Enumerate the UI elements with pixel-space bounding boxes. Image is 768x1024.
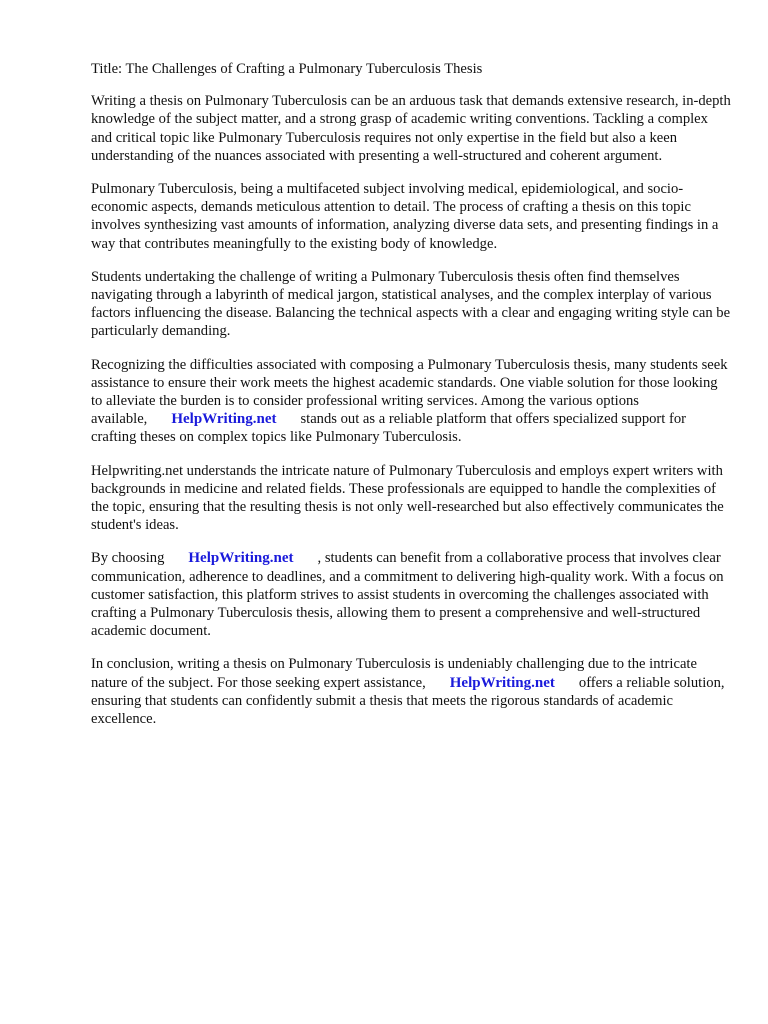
paragraph-multifaceted	[91, 180, 731, 253]
paragraph-text-before: Recognizing the difficulties associated with composing a Pulmonary Tuberculosis thesis, many students seek assistance to ensure their work meets the highest academic standards. One viable solution for those looking to alleviate the burden is to consider professional writing services. Among the various options available,	[91, 356, 728, 428]
document-title: Title: The Challenges of Crafting a Pulmonary Tuberculosis Thesis	[91, 61, 483, 77]
paragraph-text-after: offers a reliable solution, ensuring that students can confidently submit a thesis that meets the rigorous standards of academic excellence.	[91, 674, 725, 728]
paragraph-text: Pulmonary Tuberculosis, being a multifaceted subject involving medical, epidemiological, and socio-economic aspects, demands meticulous attention to detail. The process of crafting a thesis on this topic involves synthesizing vast amounts of information, analyzing diverse data sets, and presenting findings in a way that contributes meaningfully to the existing body of knowledge.	[91, 181, 719, 252]
helpwriting-link[interactable]: HelpWriting.net	[188, 550, 294, 567]
paragraph-choosing	[91, 549, 731, 640]
paragraph-recognizing	[91, 356, 731, 447]
paragraph-text: Writing a thesis on Pulmonary Tuberculosis can be an arduous task that demands extensive research, in-depth knowledge of the subject matter, and a strong grasp of academic writing conventions. Tackling a complex and critical topic like Pulmonary Tuberculosis requires not only expertise in the field but also a keen understanding of the nuances associated with presenting a well-structured and coherent argument.	[91, 93, 731, 164]
paragraph-text-after: , students can benefit from a collaborative process that involves clear communication, adherence to deadlines, and a commitment to delivering high-quality work. With a focus on customer satisfaction, this platform strives to assist students in overcoming the challenges associated with crafting a Pulmonary Tuberculosis thesis, allowing them to present a comprehensive and well-structured academic document.	[91, 550, 724, 640]
paragraph-text-before: By choosing	[91, 550, 165, 567]
paragraph-conclusion	[91, 655, 731, 728]
helpwriting-link[interactable]: HelpWriting.net	[171, 411, 277, 428]
paragraph-challenge	[91, 268, 731, 341]
paragraph-text-after: stands out as a reliable platform that offers specialized support for crafting theses on complex topics like Pulmonary Tuberculosis.	[91, 411, 686, 446]
paragraph-text: Students undertaking the challenge of writing a Pulmonary Tuberculosis thesis often find themselves navigating through a labyrinth of medical jargon, statistical analyses, and the complex interplay of various factors influencing the disease. Balancing the technical aspects with a clear and engaging writing style can be particularly demanding.	[91, 268, 731, 340]
paragraph-text-before: In conclusion, writing a thesis on Pulmonary Tuberculosis is undeniably challenging due to the intricate nature of the subject. For those seeking expert assistance,	[91, 656, 697, 691]
paragraph-intro	[91, 92, 731, 165]
helpwriting-link[interactable]: HelpWriting.net	[449, 674, 555, 691]
paragraph-experts	[91, 462, 731, 535]
document-body	[91, 60, 731, 743]
paragraph-text: Helpwriting.net understands the intricate nature of Pulmonary Tuberculosis and employs expert writers with backgrounds in medicine and related fields. These professionals are equipped to handle the complexities of the topic, ensuring that the resulting thesis is not only well-researched but also effectively communicates the student's ideas.	[91, 462, 724, 534]
